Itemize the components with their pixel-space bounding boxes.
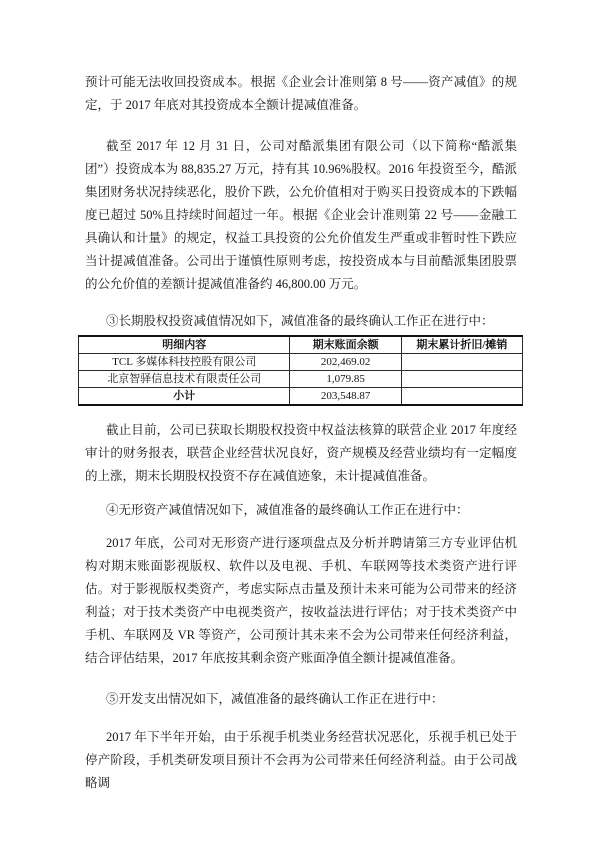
paragraph-asset-impairment-rule: 预计可能无法收回投资成本。根据《企业会计准则第 8 号——资产减值》的规定，于 2017 年底对其投资成本全额计提减值准备。 bbox=[85, 75, 517, 112]
column-header-accumulated-depreciation: 期末累计折旧/摊销 bbox=[401, 336, 522, 354]
column-header-ending-balance: 期末账面余额 bbox=[290, 336, 401, 354]
table-row-tcl bbox=[79, 354, 523, 371]
table-header-row bbox=[79, 336, 523, 354]
cell-detail: 北京智驿信息技术有限责任公司 bbox=[79, 371, 290, 388]
cell-subtotal-balance: 203,548.87 bbox=[290, 388, 401, 406]
section-heading-intangible-assets: ④无形资产减值情况如下，减值准备的最终确认工作正在进行中： bbox=[106, 503, 469, 517]
cell-detail: TCL 多媒体科技控股有限公司 bbox=[79, 354, 290, 371]
cell-subtotal-label: 小计 bbox=[79, 388, 290, 406]
cell-subtotal-accumulated bbox=[401, 388, 522, 406]
section-heading-development-expenditure: ⑤开发支出情况如下，减值准备的最终确认工作正在进行中： bbox=[106, 692, 444, 706]
paragraph-associates-audit: 截止目前，公司已获取长期股权投资中权益法核算的联营企业 2017 年度经审计的财务报表，联营企业经营状况良好，资产规模及经营业绩均有一定幅度的上涨，期末长期股权投资不存在减值迹象，未计提减值准备。 bbox=[85, 423, 517, 483]
column-header-detail: 明细内容 bbox=[79, 336, 290, 354]
paragraph-intangible-assets-assessment: 2017 年底，公司对无形资产进行逐项盘点及分析并聘请第三方专业评估机构对期末账面影视版权、软件以及电视、手机、车联网等技术类资产进行评估。对于影视版权类资产，考虑实际点击量及预计未来可能为公司带来的经济利益；对于技术类资产中电视类资产，按收益法进行评估；对于技术类资产中手机、车联网及 VR 等资产，公司预计其未来不会为公司带来任何经济利益，结合评估结果，2017 年底按其剩余资产账面净值全额计提减值准备。 bbox=[85, 536, 517, 665]
cell-ending-balance: 1,079.85 bbox=[290, 371, 401, 388]
paragraph-phone-business-deterioration: 2017 年下半年开始，由于乐视手机类业务经营状况恶化，乐视手机已处于停产阶段，手机类研发项目预计不会再为公司带来任何经济利益。由于公司战略调 bbox=[85, 730, 517, 790]
paragraph-coolpad-investment: 截至 2017 年 12 月 31 日，公司对酷派集团有限公司（以下简称“酷派集团”）投资成本为 88,835.27 万元，持有其 10.96%股权。2016 年投资至今，酷派集团财务状况持续恶化，股价下跌，公允价值相对于购买日投资成本的下跌幅度已超过 50%且持续时间超过一年。根据《企业会计准则第 22 号——金融工具确认和计量》的规定，权益工具投资的公允价值发生严重或非暂时性下跌应当计提减值准备。公司出于谨慎性原则考虑，按投资成本与目前酷派集团股票的公允价值的差额计提减值准备约 46,800.00 万元。 bbox=[85, 139, 517, 291]
table-row-beijing-zhiyi bbox=[79, 371, 523, 388]
cell-ending-balance: 202,469.02 bbox=[290, 354, 401, 371]
impairment-table bbox=[78, 335, 523, 406]
cell-accumulated-depreciation bbox=[401, 354, 522, 371]
table-row-subtotal bbox=[79, 388, 523, 406]
section-heading-long-term-equity: ③长期股权投资减值情况如下，减值准备的最终确认工作正在进行中： bbox=[106, 314, 494, 328]
cell-accumulated-depreciation bbox=[401, 371, 522, 388]
